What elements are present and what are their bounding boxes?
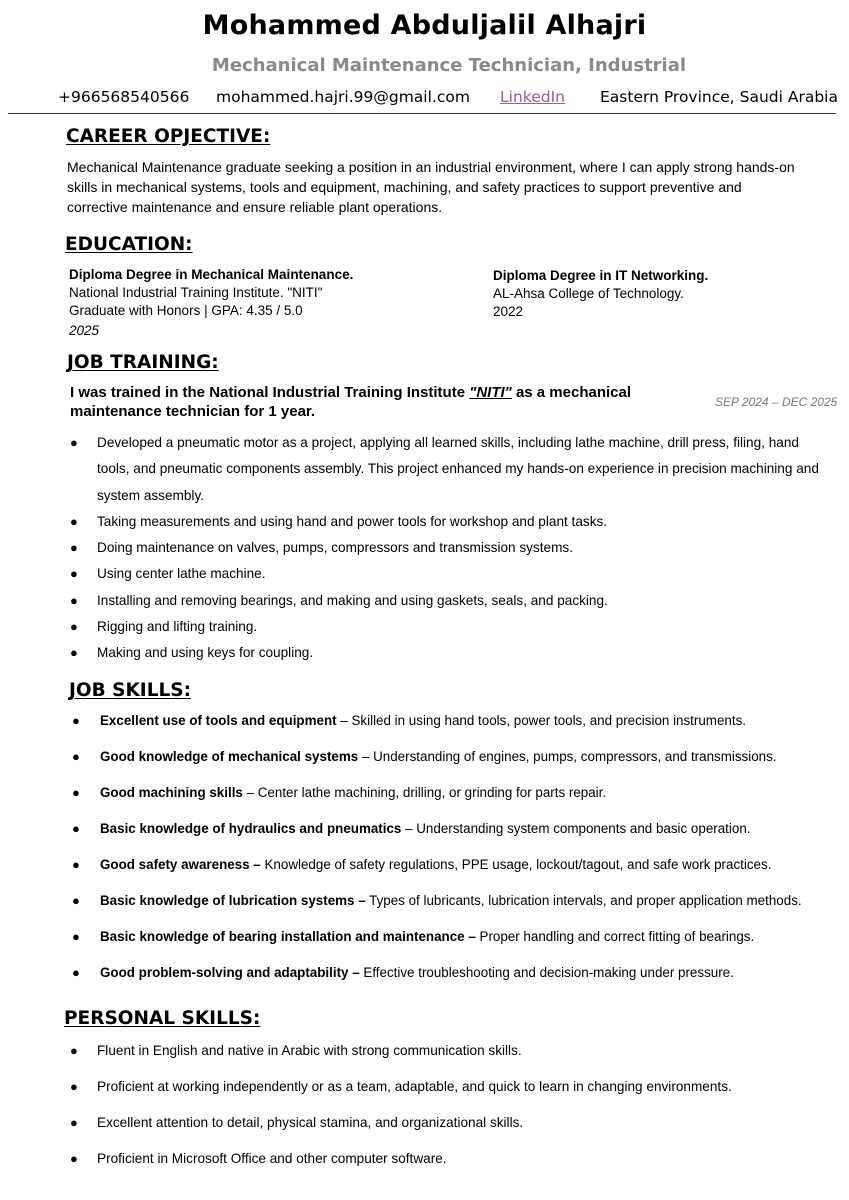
- skill-desc: Types of lubricants, lubrication intervals, and proper application methods.: [369, 893, 802, 908]
- list-item: [72, 892, 840, 928]
- list-item: [70, 1042, 837, 1078]
- bullet-icon: ●: [72, 965, 80, 980]
- bullet-icon: ●: [70, 1151, 78, 1166]
- graduation-year: 2025: [69, 323, 100, 338]
- bullet-icon: ●: [70, 1043, 78, 1058]
- skill-desc: Skilled in using hand tools, power tools, and precision instruments.: [351, 713, 746, 728]
- list-item: [72, 820, 840, 856]
- institution-name: National Industrial Training Institute. "NITI": [69, 285, 323, 300]
- training-list: [70, 430, 827, 667]
- skill-title: Good problem-solving and adaptability –: [100, 965, 360, 980]
- training-intro: [70, 383, 670, 421]
- skill-title: Good machining skills: [100, 785, 243, 800]
- list-item: [72, 928, 840, 964]
- skill-title: Excellent use of tools and equipment: [100, 713, 337, 728]
- skill-title: Good knowledge of mechanical systems: [100, 749, 359, 764]
- list-item: [70, 561, 827, 587]
- skill-separator: –: [242, 785, 258, 800]
- list-item: [72, 964, 840, 1000]
- bullet-icon: ●: [70, 1115, 78, 1130]
- list-item: [70, 614, 827, 640]
- list-item: [70, 535, 827, 561]
- skill-desc: Understanding of engines, pumps, compressors, and transmissions.: [373, 749, 777, 764]
- list-item: [70, 1078, 837, 1114]
- bullet-icon: ●: [70, 513, 78, 529]
- bullet-icon: ●: [72, 749, 80, 764]
- skill-separator: –: [336, 713, 352, 728]
- location: Eastern Province, Saudi Arabia: [600, 88, 838, 106]
- skill-desc: Effective troubleshooting and decision-making under pressure.: [363, 965, 734, 980]
- job-skills-list: [72, 712, 840, 1000]
- resume-name: Mohammed Abduljalil Alhajri: [202, 10, 647, 41]
- bullet-icon: ●: [70, 619, 78, 635]
- bullet-icon: ●: [72, 929, 80, 944]
- skill-title: Basic knowledge of lubrication systems –: [100, 893, 366, 908]
- skill-desc: Understanding system components and basic operation.: [416, 821, 751, 836]
- linkedin-link[interactable]: LinkedIn: [500, 88, 565, 106]
- honors-gpa: Graduate with Honors | GPA: 4.35 / 5.0: [69, 303, 303, 318]
- training-date-range: SEP 2024 – DEC 2025: [715, 395, 838, 409]
- objective-heading: CAREER OPJECTIVE:: [66, 126, 271, 147]
- objective-text: Mechanical Maintenance graduate seeking a position in an industrial environment, where I can apply strong hands-on skills in mechanical systems, tools and equipment, machining, and safety practices to support preventive and corrective maintenance and ensure reliable plant operations.: [67, 159, 795, 215]
- training-intro-start: I was trained in the National Industrial Training Institute: [70, 384, 470, 401]
- personal-skills-heading: PERSONAL SKILLS:: [64, 1008, 261, 1029]
- list-item-text: Fluent in English and native in Arabic with strong communication skills.: [97, 1043, 522, 1058]
- training-intro-end: as a mechanical maintenance technician for 1 year.: [70, 384, 632, 420]
- bullet-icon: ●: [72, 857, 80, 872]
- list-item-text: Developed a pneumatic motor as a project, applying all learned skills, including lathe machine, drill press, filing, hand tools, and pneumatic components assembly. This project enhanced my hands-on experience in precision machining and system assembly.: [97, 435, 819, 503]
- bullet-icon: ●: [70, 1079, 78, 1094]
- bullet-icon: ●: [70, 645, 78, 661]
- bullet-icon: ●: [72, 713, 80, 728]
- list-item-text: Doing maintenance on valves, pumps, compressors and transmission systems.: [97, 540, 573, 556]
- education-entry-it: [493, 267, 708, 321]
- degree-title: Diploma Degree in Mechanical Maintenance.: [69, 267, 354, 282]
- email-address: mohammed.hajri.99@gmail.com: [216, 88, 470, 106]
- skill-desc: Center lathe machining, drilling, or grinding for parts repair.: [257, 785, 607, 800]
- bullet-icon: ●: [72, 821, 80, 836]
- list-item: [70, 509, 827, 535]
- list-item-text: Rigging and lifting training.: [97, 619, 258, 635]
- list-item: [70, 588, 827, 614]
- header-divider: [8, 113, 836, 114]
- list-item-text: Proficient in Microsoft Office and other computer software.: [97, 1151, 447, 1166]
- bullet-icon: ●: [72, 785, 80, 800]
- list-item: [72, 784, 840, 820]
- skill-separator: –: [358, 749, 374, 764]
- list-item: [72, 856, 840, 892]
- list-item-text: Installing and removing bearings, and making and using gaskets, seals, and packing.: [97, 592, 608, 608]
- bullet-icon: ●: [70, 566, 78, 582]
- list-item-text: Excellent attention to detail, physical stamina, and organizational skills.: [97, 1115, 524, 1130]
- job-title: Mechanical Maintenance Technician, Industrial: [211, 55, 687, 76]
- education-heading: EDUCATION:: [65, 234, 193, 255]
- list-item: [70, 430, 827, 509]
- degree-title: Diploma Degree in IT Networking.: [493, 268, 709, 283]
- list-item: [70, 640, 827, 666]
- skill-separator: –: [401, 821, 417, 836]
- education-entry-mechanical: [69, 266, 353, 340]
- list-item: [72, 712, 840, 748]
- bullet-icon: ●: [70, 592, 78, 608]
- list-item: [72, 748, 840, 784]
- skill-desc: Proper handling and correct fitting of bearings.: [479, 929, 755, 944]
- skill-title: Good safety awareness –: [100, 857, 261, 872]
- phone-number: +966568540566: [58, 88, 190, 106]
- institution-name: AL-Ahsa College of Technology.: [493, 286, 684, 301]
- bullet-icon: ●: [70, 435, 78, 450]
- list-item-text: Proficient at working independently or as a team, adaptable, and quick to learn in changing environments.: [97, 1079, 732, 1094]
- bullet-icon: ●: [72, 893, 80, 908]
- training-heading: JOB TRAINING:: [67, 352, 219, 373]
- list-item-text: Taking measurements and using hand and power tools for workshop and plant tasks.: [97, 513, 608, 529]
- training-intro-niti: "NITI": [469, 384, 512, 401]
- skill-title: Basic knowledge of hydraulics and pneumatics: [100, 821, 402, 836]
- personal-skills-list: [70, 1042, 837, 1186]
- job-skills-heading: JOB SKILLS:: [69, 680, 191, 701]
- bullet-icon: ●: [70, 540, 78, 556]
- skill-desc: Knowledge of safety regulations, PPE usage, lockout/tagout, and safe work practices.: [264, 857, 772, 872]
- list-item: [70, 1114, 837, 1150]
- skill-title: Basic knowledge of bearing installation and maintenance –: [100, 929, 476, 944]
- list-item-text: Making and using keys for coupling.: [97, 645, 314, 661]
- list-item: [70, 1150, 837, 1186]
- graduation-year: 2022: [493, 304, 524, 319]
- list-item-text: Using center lathe machine.: [97, 566, 266, 582]
